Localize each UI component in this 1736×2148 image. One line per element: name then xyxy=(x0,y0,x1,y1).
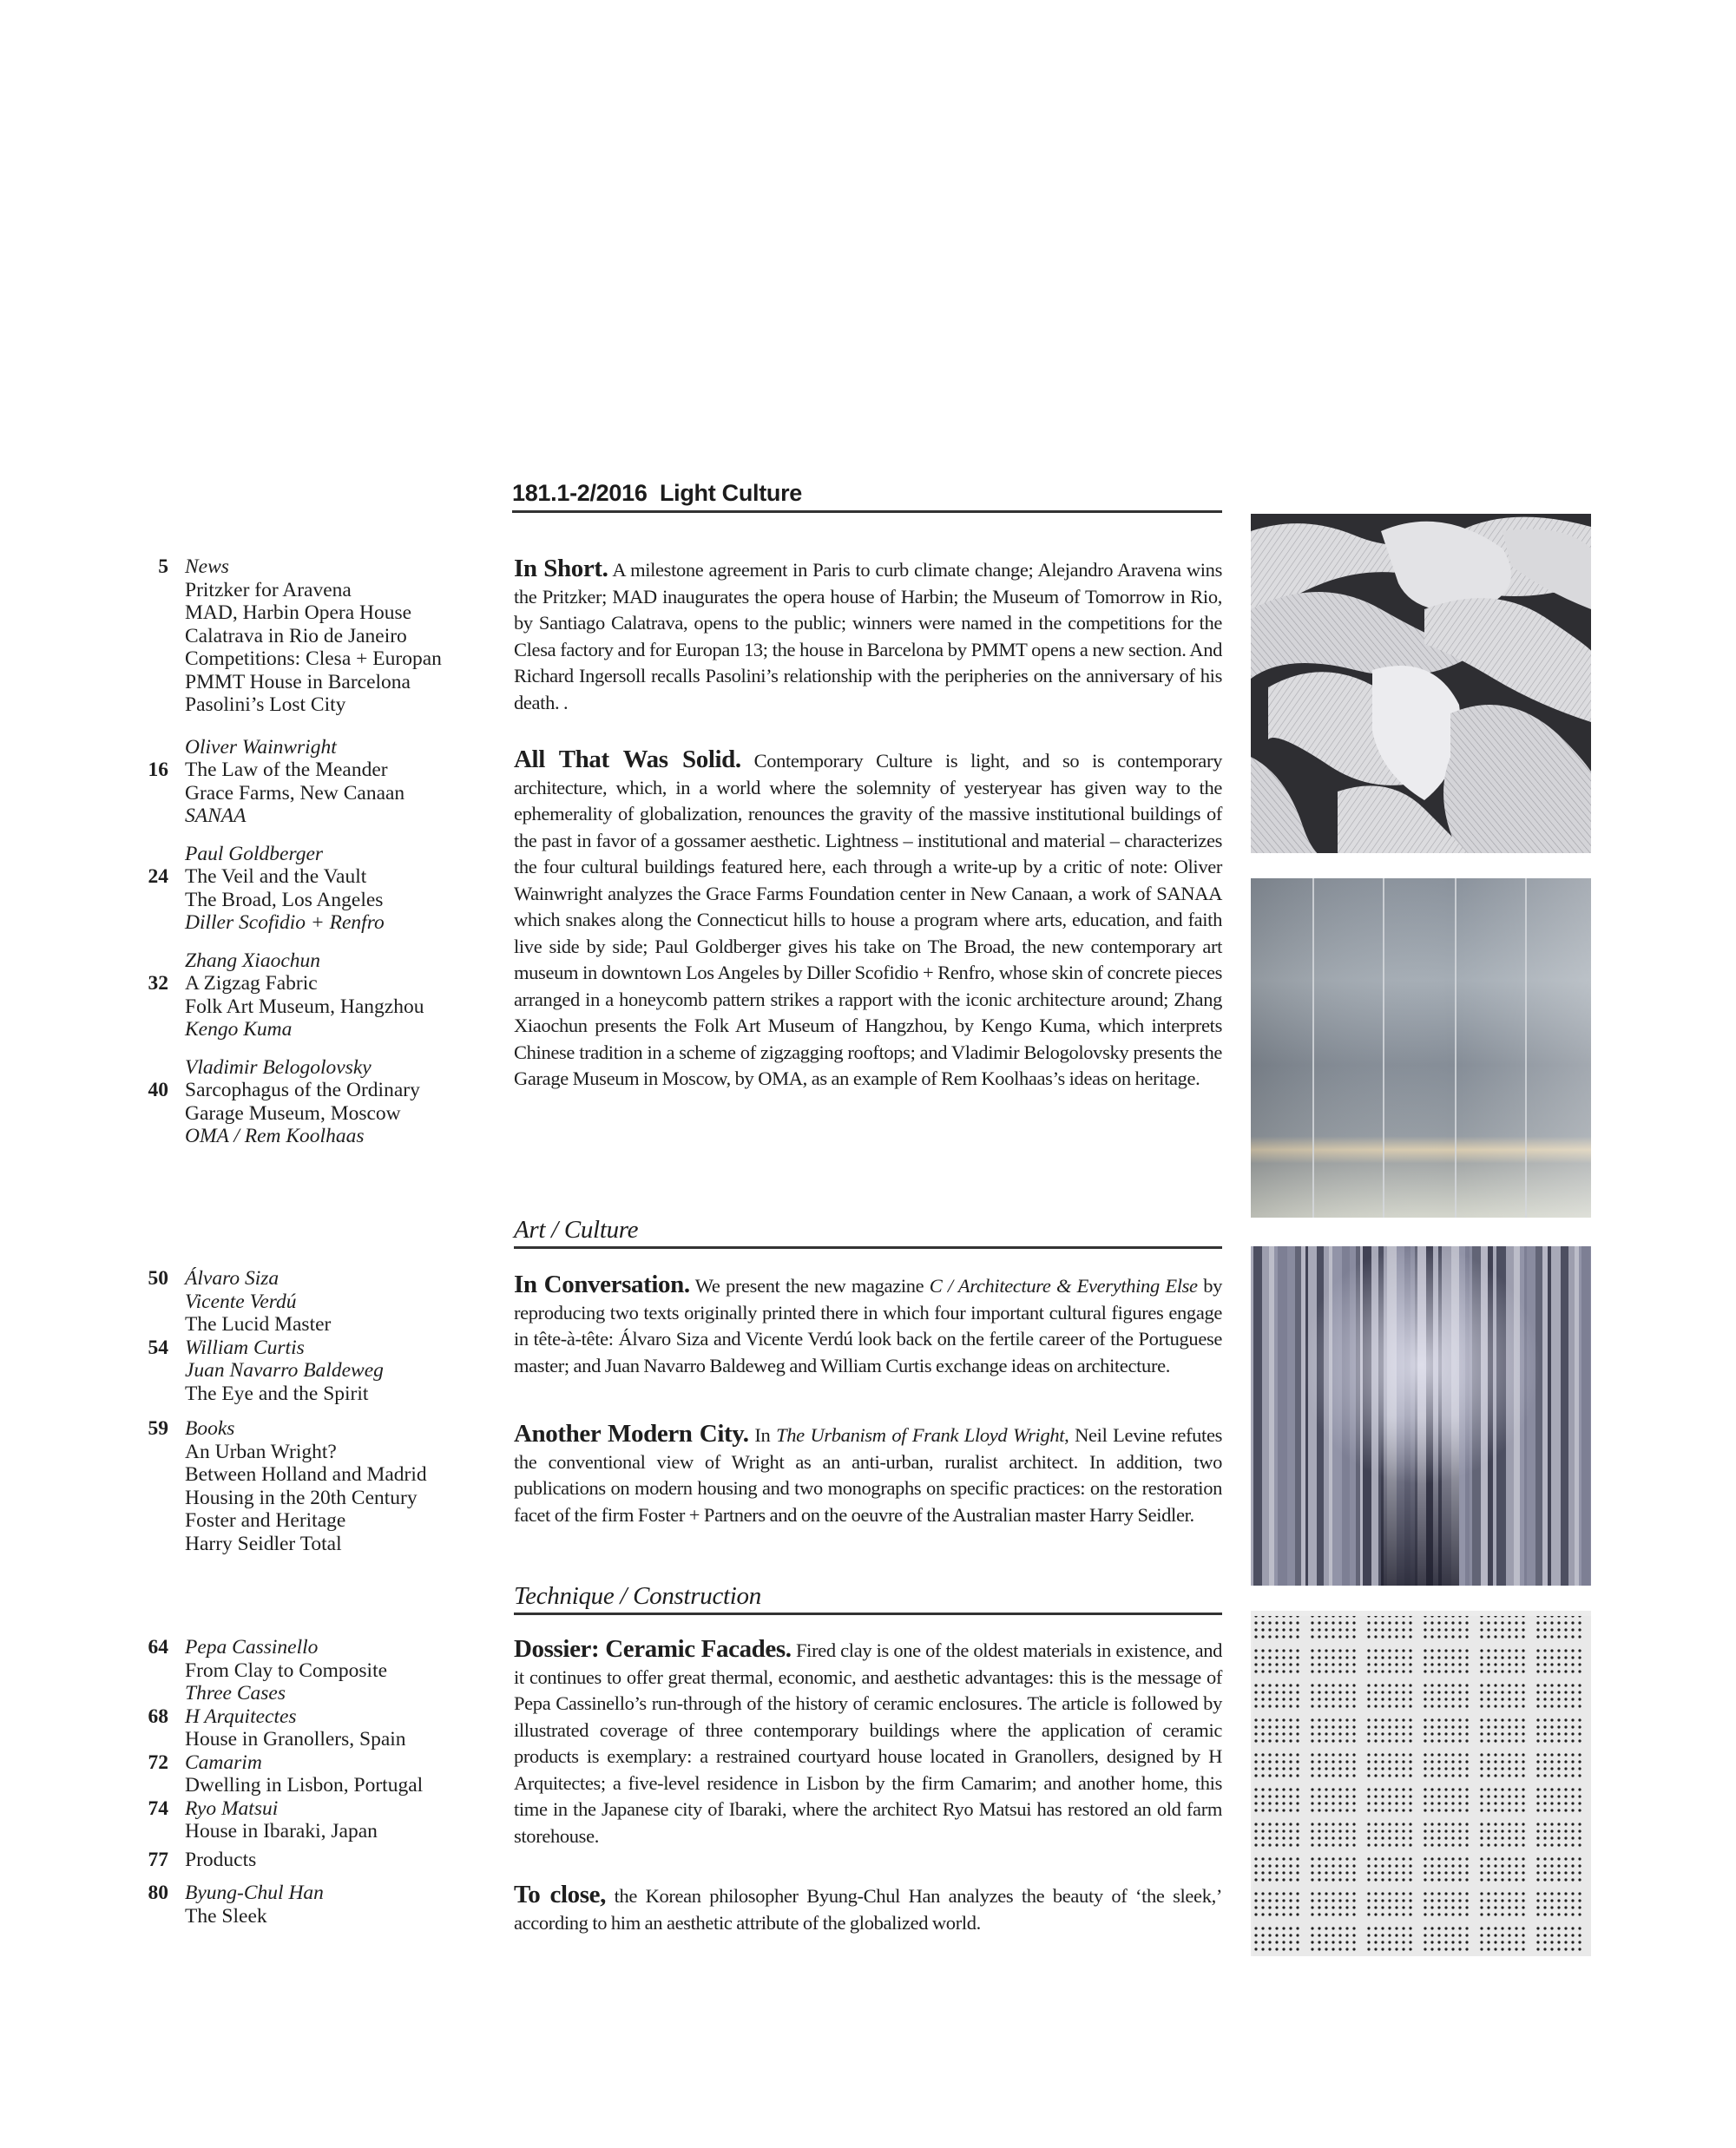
toc-page-number: 74 xyxy=(148,1797,168,1820)
book-title: The Urbanism of Frank Lloyd Wright xyxy=(776,1424,1065,1446)
article-in-conversation xyxy=(514,1271,1222,1379)
toc-line: House in Ibaraki, Japan xyxy=(185,1820,378,1843)
toc-page-number: 64 xyxy=(148,1636,168,1659)
article-body: Fired clay is one of the oldest materials in existence, and it continues to offer great thermal, economic, and aesthetic advantages: this is the message of Pepa Cassinello’s run-through of the history of ceramic enclosures. The article is followed by illustrated coverage of three contemporary buildings where the application of ceramic products is exemplary: a restrained courtyard house located in Granollers, designed by H Arquitectes; a five-level residence in Lisbon by the firm Camarim; and another home, this time in the Japanese city of Ibaraki, where the architect Ryo Matsui has restored an old farm storehouse. xyxy=(514,1639,1223,1847)
toc-line: Sarcophagus of the Ordinary xyxy=(185,1079,420,1101)
issue-number: 181.1-2/2016 xyxy=(512,480,648,506)
toc-line: The Eye and the Spirit xyxy=(185,1382,369,1405)
toc-line: The Sleek xyxy=(185,1904,267,1928)
issue-header xyxy=(512,480,1222,513)
toc-page-number: 54 xyxy=(148,1336,168,1359)
blurred-vertical-stripes-image xyxy=(1251,1246,1591,1586)
white-model-collage-image xyxy=(1251,514,1591,853)
toc-line: Harry Seidler Total xyxy=(185,1532,342,1555)
toc-line: From Clay to Composite xyxy=(185,1659,388,1682)
perforated-ceramic-panel-image xyxy=(1251,1611,1591,1956)
toc-entry[interactable] xyxy=(130,949,495,1041)
toc-line: Garage Museum, Moscow xyxy=(185,1101,401,1125)
toc-line: An Urban Wright? xyxy=(185,1440,337,1463)
toc-entry[interactable] xyxy=(130,1267,495,1337)
toc-line: The Lucid Master xyxy=(185,1313,332,1336)
article-to-close xyxy=(514,1882,1222,1936)
toc-page-number: 5 xyxy=(158,555,168,578)
toc-group-art-culture xyxy=(130,1267,495,1555)
toc-line: Pepa Cassinello xyxy=(185,1636,319,1659)
toc-line: Housing in the 20th Century xyxy=(185,1486,418,1509)
toc-line: OMA / Rem Koolhaas xyxy=(185,1125,365,1147)
article-lead: In Short. xyxy=(514,555,608,582)
article-body: A milestone agreement in Paris to curb climate change; Alejandro Aravena wins the Pritzker; MAD inaugurates the opera house of Harbin; the Museum of Tomorrow in Rio, by Santiago Calatrava, opens to the public; winners were named in the competitions for the Clesa factory and for Europan 13; the house in Barcelona by PMMT opens a new section. And Richard Ingersoll recalls Pasolini’s relationship with the peripheries on the anniversary of his death. . xyxy=(514,559,1222,713)
magazine-title: C / Architecture & Everything Else xyxy=(929,1275,1198,1297)
toc-line: Kengo Kuma xyxy=(185,1018,293,1041)
toc-author: Vladimir Belogolovsky xyxy=(185,1055,372,1079)
article-body: by reproducing two texts originally printed there in which four important cultural figures engage in tête-à-tête: Álvaro Siza and Vicente Verdú look back on the fertile career of the Portuguese master; and Juan Navarro Baldeweg and William Curtis exchange ideas on architecture. xyxy=(514,1275,1222,1376)
toc-line: Folk Art Museum, Hangzhou xyxy=(185,995,424,1018)
toc-line: Foster and Heritage xyxy=(185,1509,346,1532)
toc-line: Camarim xyxy=(185,1751,262,1774)
toc-line: Competitions: Clesa + Europan xyxy=(185,647,442,670)
toc-line: Pasolini’s Lost City xyxy=(185,693,346,716)
toc-line: H Arquitectes xyxy=(185,1705,297,1728)
toc-entry[interactable] xyxy=(130,1636,495,1705)
toc-page-number: 59 xyxy=(148,1417,168,1440)
toc-line: SANAA xyxy=(185,805,247,827)
toc-line: PMMT House in Barcelona xyxy=(185,670,411,693)
translucent-facade-sky-image xyxy=(1251,878,1591,1218)
toc-line: Between Holland and Madrid xyxy=(185,1463,427,1486)
toc-line: Ryo Matsui xyxy=(185,1797,279,1820)
toc-group-technique xyxy=(130,1636,495,1928)
article-lead: Dossier: Ceramic Facades. xyxy=(514,1635,792,1663)
toc-line: News xyxy=(185,555,229,578)
article-body: the Korean philosopher Byung-Chul Han analyzes the beauty of ‘the sleek,’ according to him an aesthetic attribute of the globalized world. xyxy=(514,1885,1223,1934)
article-body: , Neil Levine refutes the conventional view of Wright as an anti-urban, ruralist architect. In addition, two publications on modern housing and two monographs on specific practices: on the restoration facet of the firm Foster + Partners and on the oeuvre of the Australian master Harry Seidler. xyxy=(514,1424,1222,1526)
toc-line: Three Cases xyxy=(185,1682,286,1705)
article-body: In xyxy=(754,1424,771,1446)
toc-line: Calatrava in Rio de Janeiro xyxy=(185,624,407,647)
toc-entry[interactable] xyxy=(130,1705,495,1751)
article-lead: To close, xyxy=(514,1881,606,1908)
issue-title: Light Culture xyxy=(659,480,803,506)
toc-page-number: 80 xyxy=(148,1882,168,1904)
toc-line: Byung-Chul Han xyxy=(185,1882,324,1904)
article-body: We present the new magazine xyxy=(694,1275,924,1297)
toc-line: Diller Scofidio + Renfro xyxy=(185,911,385,934)
toc-line: Products xyxy=(185,1848,257,1871)
toc-line: The Broad, Los Angeles xyxy=(185,888,384,911)
toc-line: The Veil and the Vault xyxy=(185,865,367,888)
toc-page-number: 68 xyxy=(148,1705,168,1728)
toc-page-number: 72 xyxy=(148,1751,168,1774)
toc-line: Juan Navarro Baldeweg xyxy=(185,1359,384,1382)
toc-entry[interactable] xyxy=(130,843,495,935)
article-dossier xyxy=(514,1636,1222,1849)
toc-line: Books xyxy=(185,1417,235,1440)
toc-line: MAD, Harbin Opera House xyxy=(185,601,412,624)
toc-entry[interactable] xyxy=(130,1849,495,1872)
toc-line: Vicente Verdú xyxy=(185,1290,297,1313)
toc-line: House in Granollers, Spain xyxy=(185,1728,406,1751)
toc-page-number: 24 xyxy=(148,865,168,888)
toc-entry[interactable] xyxy=(130,1797,495,1843)
toc-page-number: 40 xyxy=(148,1079,168,1101)
toc-author: Oliver Wainwright xyxy=(185,735,337,759)
toc-page-number: 16 xyxy=(148,759,168,781)
article-lead: All That Was Solid. xyxy=(514,746,741,773)
toc-line: Álvaro Siza xyxy=(185,1267,279,1290)
toc-group-culture xyxy=(130,555,495,1148)
toc-entry[interactable] xyxy=(130,1417,495,1555)
toc-author: Zhang Xiaochun xyxy=(185,949,321,972)
toc-page-number: 77 xyxy=(148,1848,168,1871)
toc-entry[interactable] xyxy=(130,1751,495,1797)
article-another-modern-city xyxy=(514,1421,1222,1528)
toc-entry[interactable] xyxy=(130,736,495,828)
article-all-that-was-solid xyxy=(514,746,1222,1093)
toc-line: William Curtis xyxy=(185,1336,305,1359)
toc-page-number: 32 xyxy=(148,972,168,995)
section-title-art-culture: Art / Culture xyxy=(514,1215,1222,1249)
toc-author: Paul Goldberger xyxy=(185,842,324,865)
toc-entry[interactable] xyxy=(130,1882,495,1928)
article-lead: In Conversation. xyxy=(514,1271,690,1298)
toc-line: Grace Farms, New Canaan xyxy=(185,781,405,805)
toc-entry[interactable] xyxy=(130,1056,495,1148)
article-in-short xyxy=(514,555,1222,716)
toc-line: Pritzker for Aravena xyxy=(185,578,352,601)
toc-line: Dwelling in Lisbon, Portugal xyxy=(185,1774,424,1797)
toc-entry[interactable] xyxy=(130,555,495,717)
toc-line: A Zigzag Fabric xyxy=(185,972,318,995)
article-lead: Another Modern City. xyxy=(514,1420,749,1448)
article-body: Contemporary Culture is light, and so is contemporary architecture, which, in a world where the solemnity of yesteryear has given way to the ephemerality of globalization, renounces the gravity of the massive institutional buildings of the past in favor of a gossamer aesthetic. Lightness – institutional and material – characterizes the four cultural buildings featured here, each through a write-up by a critic of note: Oliver Wainwright analyzes the Grace Farms Foundation center in New Canaan, a work of SANAA which snakes along the Connecticut hills to house a program where arts, education, and faith live side by side; Paul Goldberger gives his take on The Broad, the new contemporary art museum in downtown Los Angeles by Diller Scofidio + Renfro, whose skin of concrete pieces arranged in a honeycomb pattern strikes a rapport with the iconic architecture around; Zhang Xiaochun presents the Folk Art Museum of Hangzhou, by Kengo Kuma, which interprets Chinese tradition in a scheme of zigzagging rooftops; and Vladimir Belogolovsky presents the Garage Museum in Moscow, by OMA, as an example of Rem Koolhaas’s ideas on heritage. xyxy=(514,750,1222,1089)
section-title-technique: Technique / Construction xyxy=(514,1581,1222,1615)
toc-page-number: 50 xyxy=(148,1267,168,1290)
toc-line: The Law of the Meander xyxy=(185,759,388,781)
toc-entry[interactable] xyxy=(130,1337,495,1406)
